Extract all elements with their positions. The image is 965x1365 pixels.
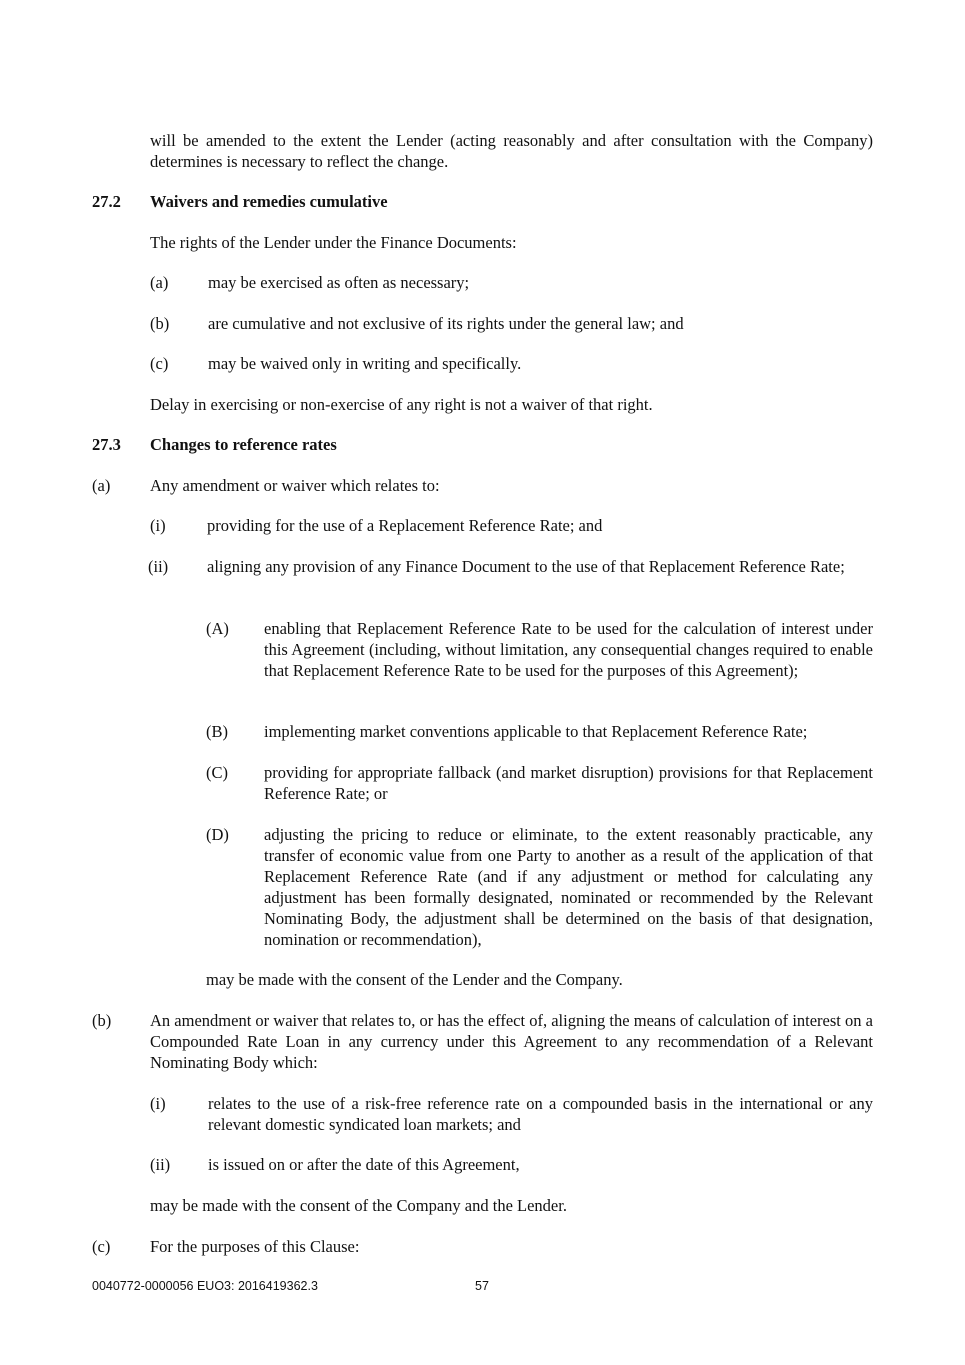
clause-27-2-item-text: are cumulative and not exclusive of its rights under the general law; and: [208, 314, 684, 333]
clause-27-2-item-label: (a): [150, 273, 169, 292]
clause-27-3-a-i-text: providing for the use of a Replacement Reference Rate; and: [207, 516, 603, 535]
clause-27-3-a-B-text: implementing market conventions applicable to that Replacement Reference Rate;: [264, 722, 808, 741]
clause-27-2-closing: Delay in exercising or non-exercise of any right is not a waiver of that right.: [150, 395, 653, 414]
clause-27-2-item-label: (c): [150, 354, 169, 373]
clause-27-2-item-label: (b): [150, 314, 170, 333]
clause-27-2-number: 27.2: [92, 192, 121, 211]
clause-27-3-b-text: An amendment or waiver that relates to, or has the effect of, aligning the means of calculation of interest on a Compounded Rate Loan in any currency under this Agreement to any recommendation of a Relevant Nominating Body which:: [150, 1011, 873, 1072]
clause-27-2-item-text: may be exercised as often as necessary;: [208, 273, 470, 292]
clause-27-3-heading: Changes to reference rates: [150, 435, 337, 454]
clause-27-3-a-A-label: (A): [206, 619, 229, 638]
clause-27-3-a-ii-label: (ii): [148, 557, 169, 576]
clause-27-3-a-label: (a): [92, 476, 111, 495]
clause-27-3-b-i-text: relates to the use of a risk-free reference rate on a compounded basis in the international or any relevant domestic syndicated loan markets; and: [208, 1094, 873, 1134]
clause-27-3-a-B-label: (B): [206, 722, 228, 741]
clause-27-3-b-ii-label: (ii): [150, 1155, 171, 1174]
clause-27-3-b-closing: may be made with the consent of the Company and the Lender.: [150, 1196, 567, 1215]
footer-page-number: 57: [475, 1279, 489, 1293]
clause-27-3-c-text: For the purposes of this Clause:: [150, 1237, 360, 1256]
clause-27-3-c-label: (c): [92, 1237, 111, 1256]
clause-27-3-a-A-text: enabling that Replacement Reference Rate to be used for the calculation of interest under this Agreement (including, without limitation, any consequential changes required to enable that Replacement Reference Rate to be used for the purposes of this Agreement);: [264, 619, 873, 680]
clause-27-2-lead: The rights of the Lender under the Finance Documents:: [150, 233, 517, 252]
clause-27-2-heading: Waivers and remedies cumulative: [150, 192, 388, 211]
clause-27-3-a-closing: may be made with the consent of the Lender and the Company.: [206, 970, 623, 989]
clause-27-3-number: 27.3: [92, 435, 121, 454]
clause-27-3-a-D-text: adjusting the pricing to reduce or eliminate, to the extent reasonably practicable, any transfer of economic value from one Party to another as a result of the application of that Replacement Reference Rate (and if any adjustment or method for calculating any adjustment has been formally designated, nominated or recommended by the Relevant Nominating Body, the adjustment shall be determined on the basis of that designation, nomination or recommendation),: [264, 825, 873, 949]
clause-27-3-a-i-label: (i): [150, 516, 166, 535]
clause-27-3-a-C-label: (C): [206, 763, 228, 782]
intro-continuation-paragraph: will be amended to the extent the Lender (acting reasonably and after consultation with the Company) determines is necessary to reflect the change.: [150, 131, 873, 171]
clause-27-2-item-text: may be waived only in writing and specifically.: [208, 354, 522, 373]
clause-27-3-b-label: (b): [92, 1011, 112, 1030]
clause-27-3-a-C-text: providing for appropriate fallback (and market disruption) provisions for that Replacement Reference Rate; or: [264, 763, 873, 803]
clause-27-3-a-D-label: (D): [206, 825, 229, 844]
footer-document-reference: 0040772-0000056 EUO3: 2016419362.3: [92, 1279, 318, 1293]
clause-27-3-a-text: Any amendment or waiver which relates to:: [150, 476, 440, 495]
clause-27-3-b-i-label: (i): [150, 1094, 166, 1113]
clause-27-3-a-ii-text: aligning any provision of any Finance Document to the use of that Replacement Reference Rate;: [207, 557, 845, 576]
clause-27-3-b-ii-text: is issued on or after the date of this Agreement,: [208, 1155, 520, 1174]
